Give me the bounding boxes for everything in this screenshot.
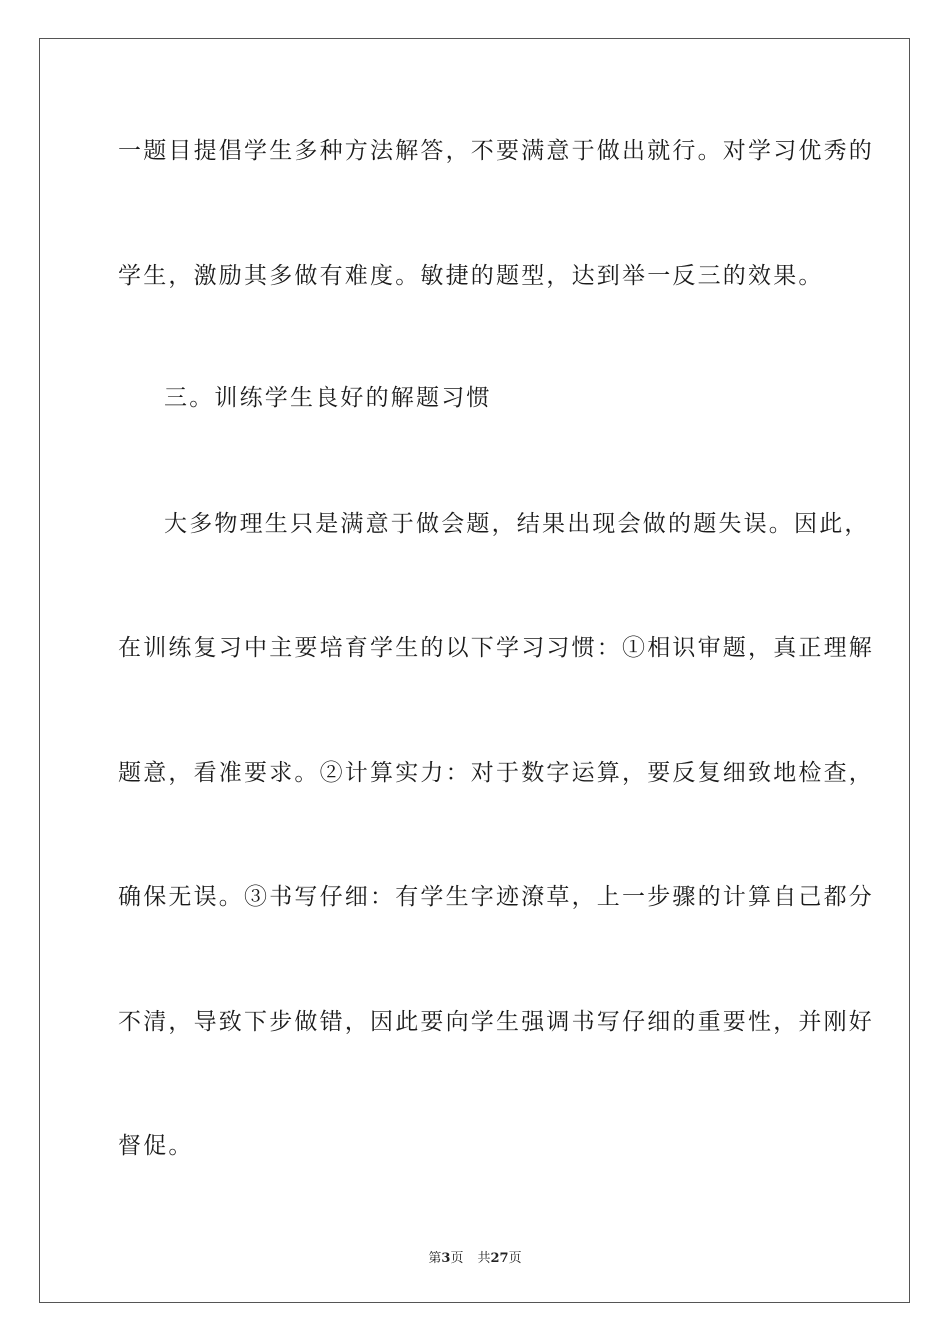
page-prefix: 第 [428, 1251, 442, 1266]
body-text-line: 在训练复习中主要培育学生的以下学习习惯：①相识审题，真正理解 [118, 635, 874, 661]
total-suffix: 页 [508, 1251, 522, 1266]
section-heading: 三。训练学生良好的解题习惯 [164, 385, 492, 411]
page-suffix: 页 [450, 1251, 464, 1266]
total-prefix: 共 [477, 1251, 491, 1266]
page-border [39, 38, 910, 1303]
current-page-number: 3 [441, 1251, 451, 1266]
body-text-line: 确保无误。③书写仔细：有学生字迹潦草，上一步骤的计算自己都分 [118, 884, 874, 910]
body-text-line: 学生，激励其多做有难度。敏捷的题型，达到举一反三的效果。 [118, 263, 824, 289]
body-text-line: 不清，导致下步做错，因此要向学生强调书写仔细的重要性，并刚好 [118, 1009, 874, 1035]
page-footer [0, 1247, 950, 1266]
body-text-line: 督促。 [118, 1133, 194, 1159]
total-page-count: 27 [490, 1251, 509, 1266]
body-text-line: 一题目提倡学生多种方法解答，不要满意于做出就行。对学习优秀的 [118, 138, 874, 164]
body-text-line: 题意，看准要求。②计算实力：对于数字运算，要反复细致地检查， [118, 760, 874, 786]
paragraph-first-line: 大多物理生只是满意于做会题，结果出现会做的题失误。因此， [164, 511, 870, 537]
